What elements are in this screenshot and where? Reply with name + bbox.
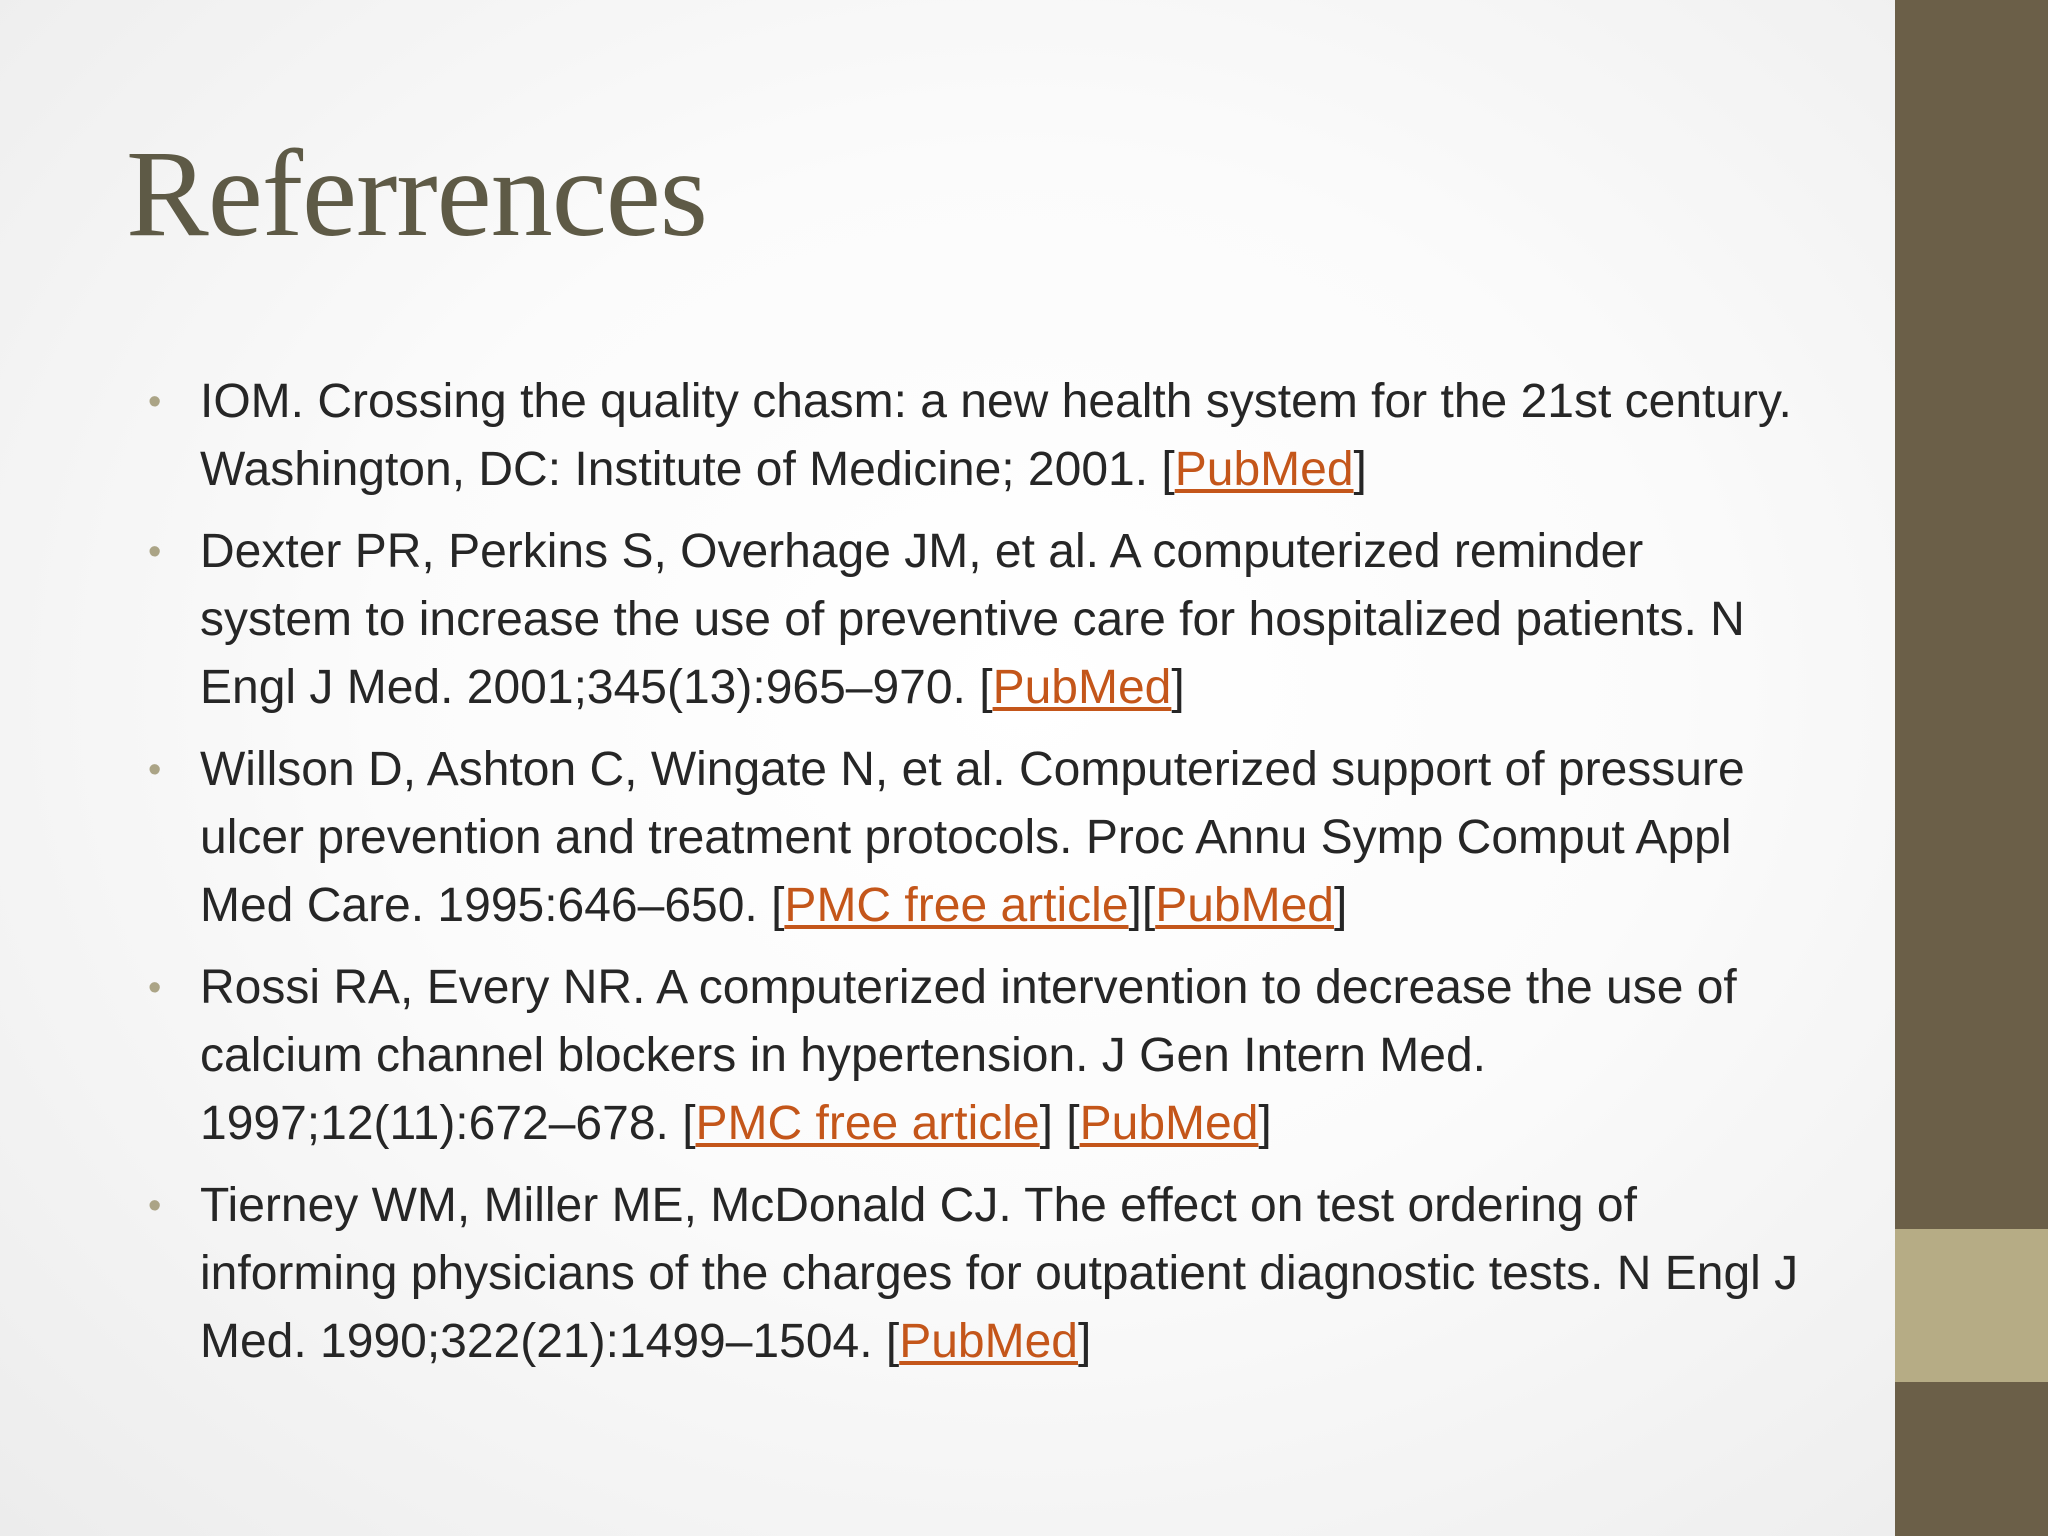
bracket: [ [682, 1097, 696, 1150]
bracket: ] [1171, 661, 1185, 714]
side-accent-block [1895, 1229, 2048, 1382]
bracket: [ [1161, 443, 1175, 496]
bullet-icon: • [148, 1185, 162, 1227]
bullet-icon: • [148, 531, 162, 573]
bracket: ] [1078, 1315, 1092, 1368]
slide-title: Referrences [126, 125, 708, 262]
reference-item [140, 368, 1800, 504]
bracket: [ [771, 879, 785, 932]
bracket: [ [979, 661, 993, 714]
reference-text: Willson D, Ashton C, Wingate N, et al. Computerized support of pressure ulcer prevention and treatment protocols. Proc Annu Symp Comput Appl Med Care. 1995:646–650. [200, 743, 1745, 932]
bracket: ] [1039, 1097, 1067, 1150]
reference-item [140, 518, 1800, 722]
bracket: [ [885, 1315, 900, 1368]
bracket: ] [1333, 879, 1348, 932]
reference-text: Tierney WM, Miller ME, McDonald CJ. The effect on test ordering of informing physicians of the charges for outpatient diagnostic tests. N Engl J Med. 1990;322(21):1499–1504. [200, 1179, 1799, 1368]
reference-item [140, 1172, 1800, 1376]
reference-item [140, 736, 1800, 940]
reference-list [140, 368, 1800, 1390]
pmc-free-article-link[interactable]: PMC free article [695, 1097, 1040, 1150]
bracket: ] [1128, 879, 1142, 932]
reference-item [140, 954, 1800, 1158]
bracket: [ [1066, 1097, 1080, 1150]
bullet-icon: • [148, 749, 162, 791]
pubmed-link[interactable]: PubMed [1155, 879, 1334, 932]
pubmed-link[interactable]: PubMed [1079, 1097, 1259, 1150]
bracket: [ [1141, 879, 1156, 932]
bracket: ] [1258, 1097, 1272, 1150]
pmc-free-article-link[interactable]: PMC free article [784, 879, 1129, 932]
reference-text: Rossi RA, Every NR. A computerized intervention to decrease the use of calcium channel blockers in hypertension. J Gen Intern Med. 1997;12(11):672–678. [200, 961, 1737, 1150]
pubmed-link[interactable]: PubMed [899, 1315, 1078, 1368]
reference-text: IOM. Crossing the quality chasm: a new health system for the 21st century. Washington, DC: Institute of Medicine; 2001. [200, 375, 1792, 496]
bracket: ] [1353, 443, 1367, 496]
bullet-icon: • [148, 381, 162, 423]
reference-text: Dexter PR, Perkins S, Overhage JM, et al. A computerized reminder system to increase the use of preventive care for hospitalized patients. N Engl J Med. 2001;345(13):965–970. [200, 525, 1745, 714]
bullet-icon: • [148, 967, 162, 1009]
pubmed-link[interactable]: PubMed [1174, 443, 1354, 496]
pubmed-link[interactable]: PubMed [992, 661, 1172, 714]
